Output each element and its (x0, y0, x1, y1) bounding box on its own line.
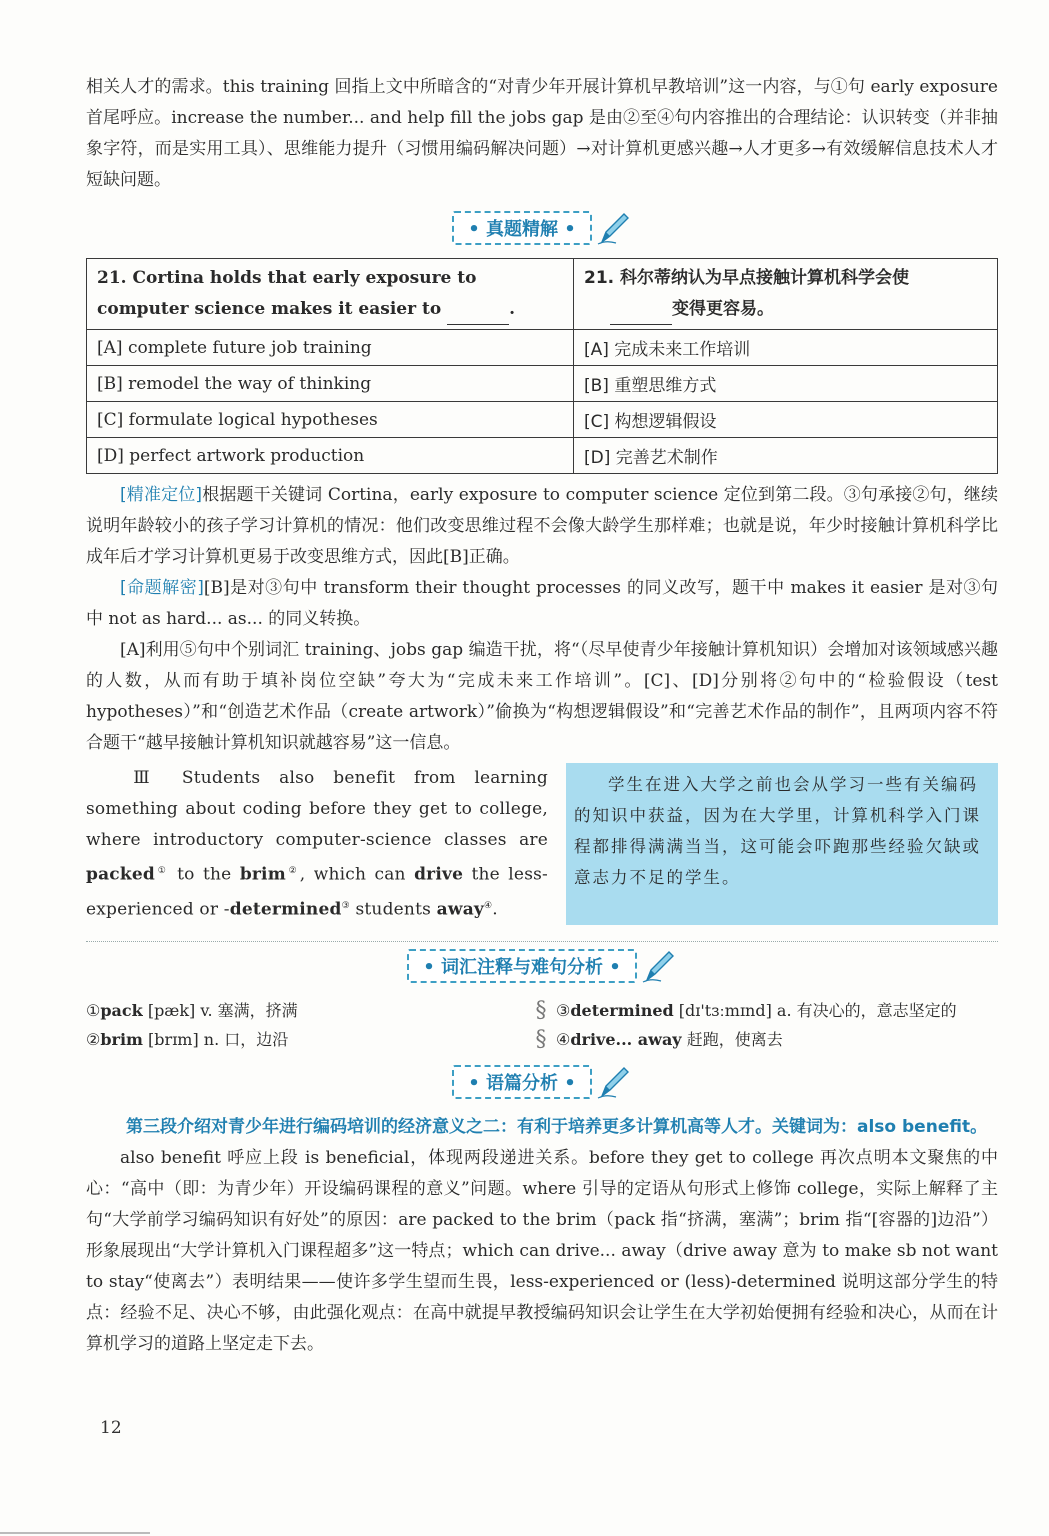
question-stem-en-end: . (509, 299, 516, 319)
option-b-cn: [B] 重塑思维方式 (574, 366, 998, 402)
question-stem-row (87, 259, 998, 330)
note-marker: ④ (483, 900, 493, 911)
section-header-vocab (86, 948, 998, 984)
note-marker: ③ (341, 900, 350, 911)
passage-translation-box: 学生在进入大学之前也会从学习一些有关编码的知识中获益，因为在大学里，计算机科学入门课程都排得满满当当，这可能会吓跑那些经验欠缺或意志力不足的学生。 (566, 763, 998, 925)
vocab-col-right (556, 996, 996, 1054)
passage-text: the less-experienced or - (86, 864, 548, 920)
vocab-word: drive... away (570, 1030, 682, 1050)
keyword-determined: determined (229, 899, 342, 920)
passage-text: to the (168, 864, 240, 885)
vocab-word: pack (100, 1001, 143, 1021)
passage-text: students (349, 899, 437, 920)
analysis-decode (86, 573, 998, 635)
keyword-packed: packed (86, 864, 155, 885)
vocab-num: ③ (556, 1001, 571, 1021)
question-stem-en-text: 21. Cortina holds that early exposure to computer science makes it easier to (97, 268, 477, 319)
question-stem-en (87, 259, 574, 330)
vocab-num: ② (86, 1030, 101, 1050)
section-title-discourse: • 语篇分析 • (452, 1065, 592, 1099)
question-table (86, 258, 998, 474)
vocab-item (86, 1025, 526, 1054)
option-row (87, 402, 998, 438)
option-d-cn: [D] 完善艺术制作 (574, 438, 998, 474)
vocab-list (86, 996, 998, 1054)
vocab-separator-icon: § § (535, 998, 547, 1053)
analysis-locate-text: 根据题干关键词 Cortina，early exposure to computer science 定位到第二段。③句承接②句，继续说明年龄较小的孩子学习计算机的情况：他们改变思维过程不会像大龄学生那样难；也就是说，年少时接触计算机科学比成年后才学习计算机更易于改变思维方式，因此[B]正确。 (86, 485, 999, 567)
pen-nib-icon (596, 1064, 632, 1100)
keyword-drive: drive (414, 864, 464, 885)
passage-text: , which can (299, 864, 415, 885)
answer-blank-cn (610, 306, 672, 325)
bottom-rule (0, 1532, 150, 1534)
dotted-divider (86, 941, 998, 942)
option-b-en: [B] remodel the way of thinking (87, 366, 574, 402)
paragraph-number: Ⅲ (120, 768, 164, 788)
option-c-cn: [C] 构想逻辑假设 (574, 402, 998, 438)
section-header-exam (86, 210, 998, 246)
note-marker: ① (154, 866, 169, 876)
tag-decode: [命题解密] (120, 578, 204, 598)
keyword-away: away (436, 899, 484, 920)
passage-text: Students also benefit from learning something about coding before they get to college, where introductory computer-science classes are (86, 768, 548, 850)
pen-nib-icon (596, 210, 632, 246)
page-number: 12 (100, 1418, 122, 1438)
vocab-word: determined (570, 1001, 674, 1021)
passage-paragraph-en (86, 763, 548, 925)
vocab-word: brim (100, 1030, 143, 1050)
vocab-def: 赶跑，使离去 (681, 1030, 783, 1050)
discourse-analysis: also benefit 呼应上段 is beneficial，体现两段递进关系。before they get to college 再次点明本文聚焦的中心：“高中（即：为青少年）开设编码课程的意义”问题。where 引导的定语从句形式上修饰 college，实际上解释了主句“大学前学习编码知识有好处”的原因：are packed to the brim（pack 指“挤满，塞满”；brim 指“[容器的]边沿”）形象展现出“大学计算机入门课程超多”这一特点；which can drive... away（drive away 意为 to make sb not want to stay“使离去”）表明结果——使许多学生望而生畏，less-experienced or (less)-determined 说明这部分学生的特点：经验不足、决心不够，由此强化观点：在高中就提早教授编码知识会让学生在大学初始便拥有经验和决心，从而在计算机学习的道路上坚定走下去。 (86, 1148, 998, 1355)
section-title-exam: • 真题精解 • (452, 211, 592, 245)
vocab-item (86, 996, 526, 1025)
vocab-def: [brɪm] n. 口，边沿 (142, 1030, 289, 1050)
question-stem-cn (574, 259, 998, 330)
analysis-distractors: [A]利用⑤句中个别词汇 training、jobs gap 编造干扰，将“（尽早使青少年接触计算机知识）会增加对该领域感兴趣的人数，从而有助于填补岗位空缺”夸大为“完成未来工作培训”。[C]、[D]分别将②句中的“检验假设（test hypotheses）”和“创造艺术作品（create artwork）”偷换为“构想逻辑假设”和“完善艺术作品的制作”，且两项内容不符合题干“越早接触计算机知识就越容易”这一信息。 (86, 640, 998, 753)
question-stem-cn-text: 21. 科尔蒂纳认为早点接触计算机科学会使 (584, 268, 910, 288)
discourse-summary: 第三段介绍对青少年进行编码培训的经济意义之二：有利于培养更多计算机高等人才。关键词为：also benefit。 (126, 1117, 988, 1138)
section-title-vocab: • 词汇注释与难句分析 • (407, 949, 637, 983)
vocab-item (556, 996, 996, 1025)
option-row (87, 330, 998, 366)
vocab-def: [pæk] v. 塞满，挤满 (142, 1001, 298, 1021)
option-d-en: [D] perfect artwork production (87, 438, 574, 474)
passage-text: . (492, 899, 498, 920)
keyword-brim: brim (239, 864, 286, 885)
tag-locate: [精准定位] (120, 485, 203, 505)
vocab-col-left (86, 996, 526, 1054)
option-row (87, 438, 998, 474)
analysis-locate (86, 480, 998, 573)
question-stem-cn-end: 变得更容易。 (672, 299, 774, 319)
section-header-discourse (86, 1064, 998, 1100)
vocab-num: ① (86, 1001, 101, 1021)
vocab-num: ④ (556, 1030, 571, 1050)
analysis-decode-text: [B]是对③句中 transform their thought processes 的同义改写，题干中 makes it easier 是对③句中 not as hard... as... 的同义转换。 (86, 578, 998, 629)
option-a-en: [A] complete future job training (87, 330, 574, 366)
page-content (86, 72, 998, 1360)
vocab-item (556, 1025, 996, 1054)
pen-nib-icon (641, 948, 677, 984)
option-c-en: [C] formulate logical hypotheses (87, 402, 574, 438)
option-row (87, 366, 998, 402)
passage-section (86, 763, 998, 925)
answer-blank (447, 306, 509, 325)
vocab-def: [dɪ'tɜːmɪnd] a. 有决心的，意志坚定的 (673, 1001, 957, 1021)
note-marker: ② (285, 866, 300, 876)
option-a-cn: [A] 完成未来工作培训 (574, 330, 998, 366)
intro-paragraph: 相关人才的需求。this training 回指上文中所暗含的“对青少年开展计算机早教培训”这一内容，与①句 early exposure 首尾呼应。increase the number... and help fill the jobs gap 是由②至④句内容推出的合理结论：认识转变（并非抽象字符，而是实用工具）、思维能力提升（习惯用编码解决问题）→对计算机更感兴趣→人才更多→有效缓解信息技术人才短缺问题。 (86, 77, 998, 190)
